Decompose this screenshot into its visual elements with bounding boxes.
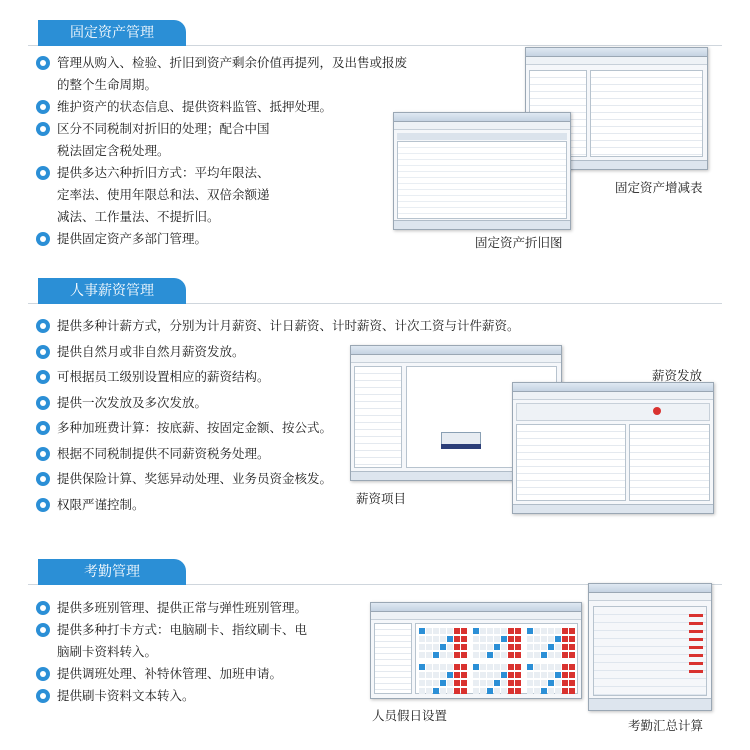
calendar-day bbox=[534, 636, 540, 642]
section-title: 固定资产管理 bbox=[38, 20, 186, 46]
calendar-day bbox=[440, 672, 446, 678]
calendar-day bbox=[440, 628, 446, 634]
bullet-icon bbox=[36, 319, 50, 333]
calendar-day bbox=[447, 680, 453, 686]
calendar-day bbox=[555, 672, 561, 678]
calendar-day bbox=[527, 664, 533, 670]
calendar-day bbox=[494, 652, 500, 658]
calendar-day bbox=[569, 664, 575, 670]
bullet-icon bbox=[36, 689, 50, 703]
calendar-day bbox=[515, 652, 521, 658]
calendar-day bbox=[508, 652, 514, 658]
calendar-day bbox=[480, 636, 486, 642]
calendar-day bbox=[447, 636, 453, 642]
calendar-day bbox=[480, 652, 486, 658]
calendar-day bbox=[419, 652, 425, 658]
calendar-day bbox=[426, 636, 432, 642]
bullet-list bbox=[36, 597, 307, 707]
calendar-day bbox=[454, 680, 460, 686]
calendar-day bbox=[515, 688, 521, 694]
calendar-day bbox=[494, 628, 500, 634]
calendar-day bbox=[461, 664, 467, 670]
calendar-day bbox=[480, 628, 486, 634]
calendar-day bbox=[487, 636, 493, 642]
calendar-day bbox=[555, 664, 561, 670]
calendar-day bbox=[534, 652, 540, 658]
calendar-day bbox=[562, 628, 568, 634]
bullet-item: 维护资产的状态信息、提供资料监管、抵押处理。 bbox=[36, 96, 407, 118]
calendar-day bbox=[508, 628, 514, 634]
calendar-day bbox=[515, 628, 521, 634]
calendar-day bbox=[447, 628, 453, 634]
bullet-item: 管理从购入、检验、折旧到资产剩余价值再提列，及出售或报废 的整个生命周期。 bbox=[36, 52, 407, 96]
calendar-day bbox=[569, 680, 575, 686]
calendar-day bbox=[473, 664, 479, 670]
calendar-day bbox=[548, 636, 554, 642]
calendar-day bbox=[501, 628, 507, 634]
bullet-item: 多种加班费计算：按底薪、按固定金额、按公式。 bbox=[36, 415, 520, 441]
calendar-day bbox=[515, 672, 521, 678]
bullet-icon bbox=[36, 396, 50, 410]
calendar-day bbox=[419, 644, 425, 650]
calendar-day bbox=[419, 628, 425, 634]
calendar-day bbox=[480, 680, 486, 686]
calendar-day bbox=[440, 664, 446, 670]
calendar-day bbox=[508, 636, 514, 642]
calendar-day bbox=[473, 672, 479, 678]
calendar-day bbox=[433, 664, 439, 670]
calendar-day bbox=[548, 644, 554, 650]
calendar-day bbox=[548, 628, 554, 634]
bullet-item: 根据不同税制提供不同薪资税务处理。 bbox=[36, 441, 520, 467]
calendar-day bbox=[426, 652, 432, 658]
calendar-day bbox=[541, 688, 547, 694]
calendar-day bbox=[508, 644, 514, 650]
bullet-icon bbox=[36, 447, 50, 461]
calendar-day bbox=[562, 688, 568, 694]
calendar-day bbox=[569, 644, 575, 650]
calendar-day bbox=[461, 628, 467, 634]
calendar-day bbox=[508, 680, 514, 686]
bullet-icon bbox=[36, 232, 50, 246]
calendar-day bbox=[461, 680, 467, 686]
calendar-day bbox=[461, 644, 467, 650]
calendar-day bbox=[508, 664, 514, 670]
calendar-day bbox=[494, 644, 500, 650]
calendar-day bbox=[473, 628, 479, 634]
bullet-item: 提供一次发放及多次发放。 bbox=[36, 390, 520, 416]
bullet-item: 提供自然月或非自然月薪资发放。 bbox=[36, 339, 520, 365]
calendar-day bbox=[473, 636, 479, 642]
calendar-day bbox=[447, 688, 453, 694]
bullet-list bbox=[36, 52, 407, 250]
calendar-day bbox=[501, 652, 507, 658]
calendar-day bbox=[461, 688, 467, 694]
bullet-item: 提供调班处理、补特休管理、加班申请。 bbox=[36, 663, 307, 685]
calendar-day bbox=[454, 688, 460, 694]
screenshot-caption: 考勤汇总计算 bbox=[628, 718, 704, 733]
section-title: 人事薪资管理 bbox=[38, 278, 186, 304]
calendar-day bbox=[555, 688, 561, 694]
calendar-day bbox=[501, 680, 507, 686]
calendar-day bbox=[515, 680, 521, 686]
calendar-day bbox=[433, 672, 439, 678]
bullet-icon bbox=[36, 100, 50, 114]
bullet-item: 提供刷卡资料文本转入。 bbox=[36, 685, 307, 707]
bullet-item: 提供多种打卡方式：电脑刷卡、指纹刷卡、电 脑刷卡资料转入。 bbox=[36, 619, 307, 663]
calendar-day bbox=[473, 680, 479, 686]
calendar-day bbox=[426, 628, 432, 634]
calendar-day bbox=[487, 628, 493, 634]
calendar-day bbox=[562, 636, 568, 642]
calendar-day bbox=[454, 628, 460, 634]
calendar-day bbox=[454, 644, 460, 650]
bullet-icon bbox=[36, 370, 50, 384]
calendar-day bbox=[494, 680, 500, 686]
calendar-day bbox=[527, 688, 533, 694]
calendar-day bbox=[426, 672, 432, 678]
calendar-day bbox=[487, 664, 493, 670]
bullet-icon bbox=[36, 166, 50, 180]
calendar-day bbox=[501, 688, 507, 694]
screenshot-caption: 人员假日设置 bbox=[372, 708, 448, 723]
calendar-day bbox=[426, 680, 432, 686]
calendar-day bbox=[562, 644, 568, 650]
bullet-icon bbox=[36, 601, 50, 615]
calendar-day bbox=[515, 664, 521, 670]
calendar-day bbox=[447, 672, 453, 678]
calendar-day bbox=[569, 628, 575, 634]
calendar-day bbox=[473, 644, 479, 650]
calendar-day bbox=[569, 672, 575, 678]
calendar-day bbox=[515, 644, 521, 650]
calendar-day bbox=[480, 664, 486, 670]
screenshot-caption: 薪资项目 bbox=[356, 491, 407, 506]
screenshot-caption: 薪资发放 bbox=[652, 368, 703, 383]
calendar-day bbox=[541, 644, 547, 650]
calendar-day bbox=[419, 680, 425, 686]
calendar-day bbox=[555, 628, 561, 634]
calendar-day bbox=[454, 652, 460, 658]
calendar-day bbox=[480, 688, 486, 694]
calendar-day bbox=[433, 688, 439, 694]
calendar-day bbox=[454, 664, 460, 670]
calendar-day bbox=[541, 664, 547, 670]
calendar-day bbox=[419, 636, 425, 642]
calendar-day bbox=[569, 652, 575, 658]
calendar-day bbox=[487, 680, 493, 686]
section-title: 考勤管理 bbox=[38, 559, 186, 585]
bullet-icon bbox=[36, 623, 50, 637]
attendance-summary-screenshot bbox=[588, 583, 712, 711]
calendar-day bbox=[440, 688, 446, 694]
calendar-day bbox=[440, 644, 446, 650]
bullet-item: 提供固定资产多部门管理。 bbox=[36, 228, 407, 250]
calendar-day bbox=[473, 688, 479, 694]
calendar-day bbox=[541, 672, 547, 678]
calendar-day bbox=[440, 636, 446, 642]
bullet-item: 区分不同税制对折旧的处理；配合中国 税法固定含税处理。 bbox=[36, 118, 407, 162]
calendar-day bbox=[569, 636, 575, 642]
bullet-item: 提供多种计薪方式，分别为计月薪资、计日薪资、计时薪资、计次工资与计件薪资。 bbox=[36, 313, 520, 339]
bullet-item: 权限严谨控制。 bbox=[36, 492, 520, 518]
calendar-day bbox=[487, 652, 493, 658]
calendar-day bbox=[555, 636, 561, 642]
bullet-item: 提供多班别管理、提供正常与弹性班别管理。 bbox=[36, 597, 307, 619]
calendar-day bbox=[487, 672, 493, 678]
bullet-item: 提供多达六种折旧方式：平均年限法、 定率法、使用年限总和法、双倍余额递 减法、工作量法、不提折旧。 bbox=[36, 162, 407, 228]
calendar-day bbox=[534, 672, 540, 678]
calendar-day bbox=[480, 672, 486, 678]
calendar-day bbox=[473, 652, 479, 658]
calendar-day bbox=[419, 688, 425, 694]
calendar-day bbox=[433, 644, 439, 650]
bullet-icon bbox=[36, 667, 50, 681]
calendar-day bbox=[501, 644, 507, 650]
calendar-day bbox=[534, 628, 540, 634]
calendar-day bbox=[433, 680, 439, 686]
holiday-settings-screenshot bbox=[370, 602, 582, 699]
calendar-day bbox=[494, 688, 500, 694]
calendar-day bbox=[426, 664, 432, 670]
calendar-day bbox=[527, 672, 533, 678]
bullet-icon bbox=[36, 56, 50, 70]
calendar-day bbox=[562, 652, 568, 658]
calendar-day bbox=[541, 628, 547, 634]
calendar-day bbox=[461, 672, 467, 678]
calendar-day bbox=[569, 688, 575, 694]
calendar-day bbox=[548, 664, 554, 670]
bullet-icon bbox=[36, 421, 50, 435]
calendar-day bbox=[501, 636, 507, 642]
calendar-day bbox=[454, 636, 460, 642]
calendar-day bbox=[433, 636, 439, 642]
bullet-icon bbox=[36, 472, 50, 486]
calendar-day bbox=[562, 672, 568, 678]
calendar-day bbox=[541, 652, 547, 658]
calendar-day bbox=[541, 636, 547, 642]
calendar-day bbox=[440, 680, 446, 686]
calendar-day bbox=[534, 688, 540, 694]
salary-payment-screenshot bbox=[512, 382, 714, 514]
calendar-day bbox=[562, 664, 568, 670]
calendar-day bbox=[433, 652, 439, 658]
calendar-day bbox=[527, 652, 533, 658]
calendar-day bbox=[447, 652, 453, 658]
calendar-day bbox=[534, 644, 540, 650]
screenshot-caption: 固定资产折旧图 bbox=[475, 235, 563, 250]
calendar-day bbox=[534, 680, 540, 686]
calendar-day bbox=[548, 672, 554, 678]
calendar-day bbox=[555, 644, 561, 650]
calendar-day bbox=[487, 644, 493, 650]
calendar-day bbox=[447, 644, 453, 650]
calendar-day bbox=[480, 644, 486, 650]
calendar-day bbox=[461, 636, 467, 642]
calendar-day bbox=[494, 664, 500, 670]
calendar-day bbox=[419, 664, 425, 670]
calendar-day bbox=[548, 688, 554, 694]
calendar-day bbox=[454, 672, 460, 678]
calendar-day bbox=[527, 680, 533, 686]
calendar-day bbox=[433, 628, 439, 634]
calendar-day bbox=[426, 688, 432, 694]
calendar-day bbox=[440, 652, 446, 658]
calendar-day bbox=[527, 644, 533, 650]
calendar-day bbox=[508, 688, 514, 694]
calendar-day bbox=[527, 636, 533, 642]
calendar-day bbox=[541, 680, 547, 686]
calendar-day bbox=[555, 652, 561, 658]
calendar-day bbox=[534, 664, 540, 670]
calendar-day bbox=[426, 644, 432, 650]
calendar-day bbox=[501, 664, 507, 670]
calendar-day bbox=[494, 636, 500, 642]
calendar-day bbox=[461, 652, 467, 658]
calendar-day bbox=[555, 680, 561, 686]
calendar-day bbox=[548, 652, 554, 658]
calendar-day bbox=[494, 672, 500, 678]
calendar-day bbox=[447, 664, 453, 670]
calendar-day bbox=[508, 672, 514, 678]
screenshot-caption: 固定资产增减表 bbox=[615, 180, 703, 195]
calendar-day bbox=[419, 672, 425, 678]
bullet-item: 提供保险计算、奖惩异动处理、业务员资金核发。 bbox=[36, 466, 520, 492]
calendar-day bbox=[562, 680, 568, 686]
calendar-day bbox=[548, 680, 554, 686]
calendar-day bbox=[487, 688, 493, 694]
calendar-day bbox=[501, 672, 507, 678]
calendar-day bbox=[527, 628, 533, 634]
bullet-icon bbox=[36, 345, 50, 359]
calendar-day bbox=[515, 636, 521, 642]
bullet-icon bbox=[36, 498, 50, 512]
bullet-icon bbox=[36, 122, 50, 136]
bullet-item: 可根据员工级别设置相应的薪资结构。 bbox=[36, 364, 520, 390]
depreciation-chart-screenshot bbox=[393, 112, 571, 230]
